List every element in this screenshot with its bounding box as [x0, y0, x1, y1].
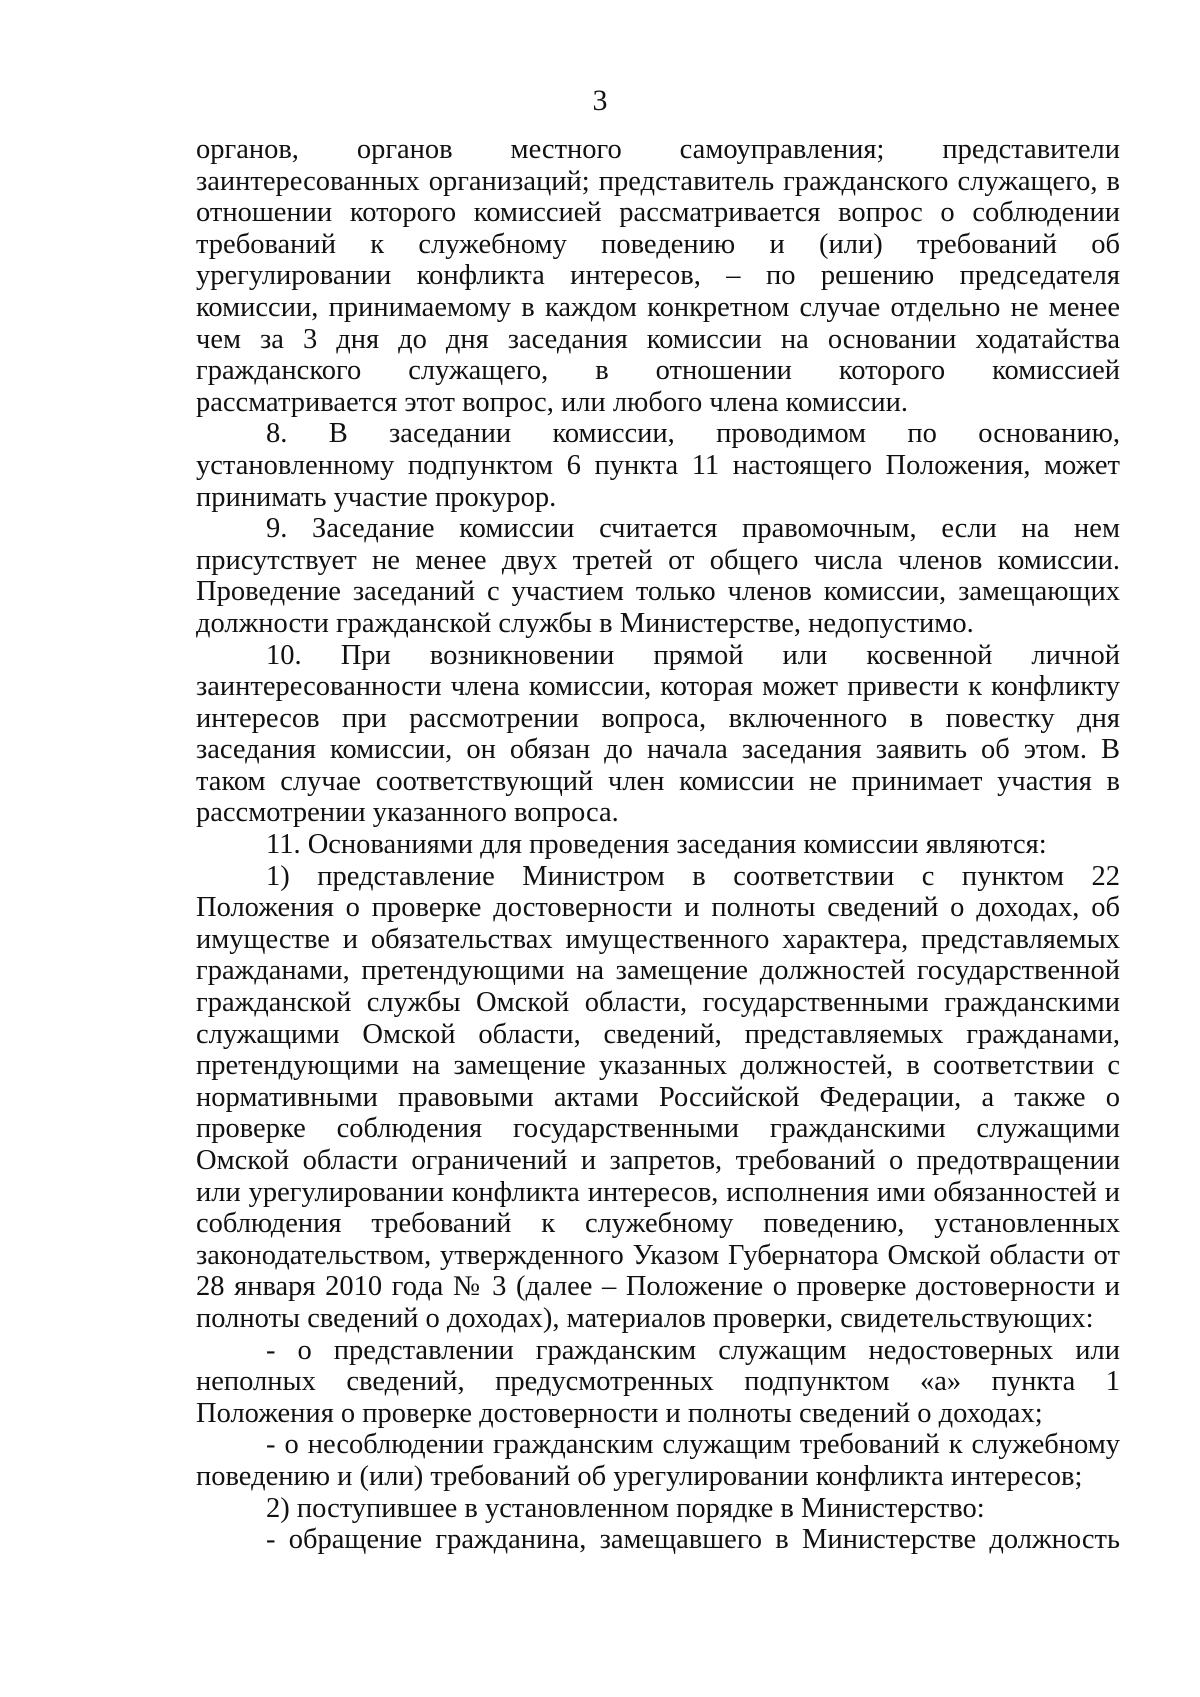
page-number: 3 [592, 84, 608, 117]
paragraph-item-11: 11. Основаниями для проведения заседания комиссии являются: [266, 829, 1047, 861]
document-body [196, 134, 1120, 1556]
paragraph-item-8: 8. В заседании комиссии, проводимом по основанию, установленному подпунктом 6 пункта 11 настоящего Положения, может принимать участие прокурор. [196, 418, 1120, 513]
paragraph-dash-item-1: - о представлении гражданским служащим недостоверных или неполных сведений, предусмотренных подпунктом «а» пункта 1 Положения о проверке достоверности и полноты сведений о доходах; [196, 1334, 1120, 1429]
paragraph-item-9: 9. Заседание комиссии считается правомочным, если на нем присутствует не менее двух третей от общего числа членов комиссии. Проведение заседаний с участием только членов комиссии, замещающих должности гражданской службы в Министерстве, недопустимо. [196, 513, 1120, 639]
paragraph-subitem-2: 2) поступившее в установленном порядке в Министерство: [266, 1492, 985, 1524]
paragraph-dash-item-2: - о несоблюдении гражданским служащим требований к служебному поведению и (или) требований об урегулировании конфликта интересов; [196, 1429, 1120, 1492]
paragraph-continuation: органов, органов местного самоуправления; представители заинтересованных организаций; представитель гражданского служащего, в отношении которого комиссией рассматривается вопрос о соблюдении требований к служебному поведению и (или) требований об урегулировании конфликта интересов, – по решению председателя комиссии, принимаемому в каждом конкретном случае отдельно не менее чем за 3 дня до дня заседания комиссии на основании ходатайства гражданского служащего, в отношении которого комиссией рассматривается этот вопрос, или любого члена комиссии. [196, 134, 1120, 418]
paragraph-subitem-1: 1) представление Министром в соответствии с пунктом 22 Положения о проверке достоверности и полноты сведений о доходах, об имуществе и обязательствах имущественного характера, представляемых гражданами, претендующими на замещение должностей государственной гражданской службы Омской области, государственными гражданскими служащими Омской области, сведений, представляемых гражданами, претендующими на замещение указанных должностей, в соответствии с нормативными правовыми актами Российской Федерации, а также о проверке соблюдения государственными гражданскими служащими Омской области ограничений и запретов, требований о предотвращении или урегулировании конфликта интересов, исполнения ими обязанностей и соблюдения требований к служебному поведению, установленных законодательством, утвержденного Указом Губернатора Омской области от 28 января 2010 года № 3 (далее – Положение о проверке достоверности и полноты сведений о доходах), материалов проверки, свидетельствующих: [196, 860, 1120, 1334]
paragraph-dash-item-3: - обращение гражданина, замещавшего в Министерстве должность [266, 1524, 1120, 1556]
paragraph-item-10: 10. При возникновении прямой или косвенной личной заинтересованности члена комиссии, которая может привести к конфликту интересов при рассмотрении вопроса, включенного в повестку дня заседания комиссии, он обязан до начала заседания заявить об этом. В таком случае соответствующий член комиссии не принимает участия в рассмотрении указанного вопроса. [196, 639, 1120, 829]
